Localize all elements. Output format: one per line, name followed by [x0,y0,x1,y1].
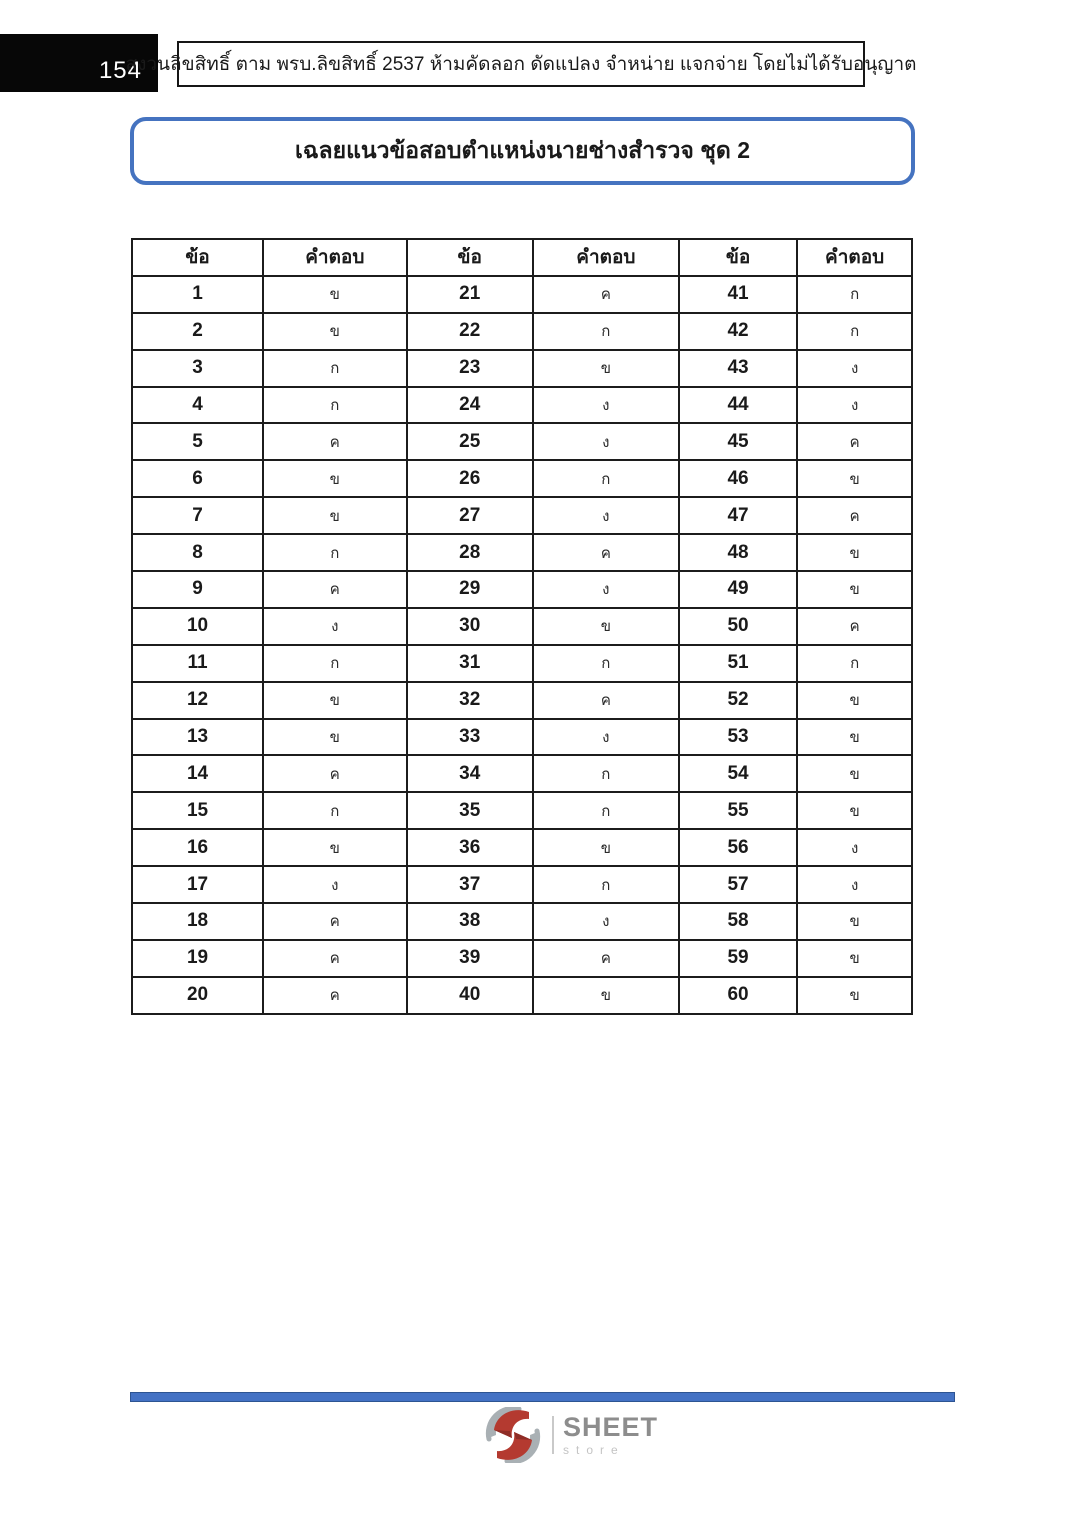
answer-cell: ง [797,387,912,424]
question-number-cell: 54 [679,755,798,792]
question-number-cell: 46 [679,460,798,497]
question-number-cell: 35 [407,792,533,829]
logo-divider [552,1416,554,1454]
answer-cell: ง [797,866,912,903]
column-header-answer: คำตอบ [797,239,912,276]
answer-cell: ง [263,866,407,903]
question-number-cell: 56 [679,829,798,866]
answer-cell: ข [797,719,912,756]
answer-cell: ข [533,829,679,866]
answer-cell: ค [797,608,912,645]
question-number-cell: 51 [679,645,798,682]
question-number-cell: 31 [407,645,533,682]
question-number-cell: 55 [679,792,798,829]
question-number-cell: 49 [679,571,798,608]
footer-divider-rule [130,1392,955,1402]
answer-cell: ก [533,755,679,792]
answer-cell: ก [263,350,407,387]
question-number-cell: 57 [679,866,798,903]
answer-cell: ค [263,977,407,1014]
question-number-cell: 17 [132,866,263,903]
answer-cell: ค [533,276,679,313]
answer-cell: ก [263,792,407,829]
table-row [132,497,912,534]
answer-cell: ก [263,645,407,682]
question-number-cell: 12 [132,682,263,719]
answer-cell: ค [797,423,912,460]
question-number-cell: 14 [132,755,263,792]
question-number-cell: 4 [132,387,263,424]
question-number-cell: 28 [407,534,533,571]
table-header-row [132,239,912,276]
answer-cell: ก [533,460,679,497]
question-number-cell: 16 [132,829,263,866]
answer-cell: ข [797,682,912,719]
question-number-cell: 58 [679,903,798,940]
answer-cell: ง [797,350,912,387]
table-row [132,645,912,682]
table-row [132,866,912,903]
answer-cell: ค [263,571,407,608]
table-row [132,313,912,350]
answer-cell: ง [533,387,679,424]
table-row [132,829,912,866]
question-number-cell: 45 [679,423,798,460]
answer-cell: ก [533,866,679,903]
sheet-store-s-icon [481,1407,545,1463]
answer-cell: ข [797,940,912,977]
page-title: เฉลยแนวข้อสอบตำแหน่งนายช่างสำรวจ ชุด 2 [294,137,751,163]
answer-cell: ข [797,534,912,571]
answer-cell: ข [263,313,407,350]
question-number-cell: 11 [132,645,263,682]
question-number-cell: 10 [132,608,263,645]
answer-cell: ค [533,940,679,977]
answer-cell: ก [533,792,679,829]
question-number-cell: 8 [132,534,263,571]
answer-cell: ข [263,276,407,313]
answer-cell: ข [797,977,912,1014]
answer-cell: ค [263,903,407,940]
question-number-cell: 42 [679,313,798,350]
answer-cell: ข [263,682,407,719]
answer-cell: ค [263,940,407,977]
question-number-cell: 48 [679,534,798,571]
answer-cell: ข [263,829,407,866]
table-row [132,423,912,460]
answer-cell: ค [533,534,679,571]
question-number-cell: 23 [407,350,533,387]
answer-cell: ก [797,645,912,682]
logo-name-text: SHEET [563,1412,659,1442]
column-header-answer: คำตอบ [533,239,679,276]
copyright-notice-box [125,41,917,87]
question-number-cell: 13 [132,719,263,756]
question-number-cell: 50 [679,608,798,645]
question-number-cell: 29 [407,571,533,608]
table-row [132,755,912,792]
column-header-question: ข้อ [679,239,798,276]
question-number-cell: 39 [407,940,533,977]
column-header-question: ข้อ [407,239,533,276]
answer-cell: ก [533,313,679,350]
question-number-cell: 59 [679,940,798,977]
footer-logo [481,1406,658,1464]
table-row [132,903,912,940]
question-number-cell: 30 [407,608,533,645]
answer-cell: ค [533,682,679,719]
answer-cell: ง [533,497,679,534]
question-number-cell: 52 [679,682,798,719]
question-number-cell: 37 [407,866,533,903]
question-number-cell: 19 [132,940,263,977]
table-row [132,977,912,1014]
answer-cell: ข [797,903,912,940]
column-header-question: ข้อ [132,239,263,276]
question-number-cell: 36 [407,829,533,866]
answer-cell: ง [533,719,679,756]
column-header-answer: คำตอบ [263,239,407,276]
question-number-cell: 43 [679,350,798,387]
answer-cell: ข [263,497,407,534]
answer-cell: ง [533,423,679,460]
question-number-cell: 9 [132,571,263,608]
question-number-cell: 6 [132,460,263,497]
answer-cell: ง [797,829,912,866]
question-number-cell: 33 [407,719,533,756]
answer-cell: ง [533,903,679,940]
table-row [132,608,912,645]
question-number-cell: 44 [679,387,798,424]
answer-cell: ข [797,460,912,497]
answer-cell: ข [533,977,679,1014]
question-number-cell: 27 [407,497,533,534]
answer-cell: ก [533,645,679,682]
question-number-cell: 53 [679,719,798,756]
copyright-notice-text: สงวนลิขสิทธิ์ ตาม พรบ.ลิขสิทธิ์ 2537 ห้ามคัดลอก ดัดแปลง จำหน่าย แจกจ่าย โดยไม่ได้รับอนุญาต [125,54,917,75]
table-row [132,276,912,313]
question-number-cell: 47 [679,497,798,534]
question-number-cell: 34 [407,755,533,792]
question-number-cell: 40 [407,977,533,1014]
answer-cell: ก [797,313,912,350]
answer-cell: ข [797,755,912,792]
logo-subtitle-text: store [563,1443,625,1457]
question-number-cell: 15 [132,792,263,829]
answer-cell: ก [263,534,407,571]
answer-cell: ข [263,719,407,756]
answer-table-body [132,276,912,1014]
question-number-cell: 21 [407,276,533,313]
question-number-cell: 18 [132,903,263,940]
answer-cell: ข [533,350,679,387]
answer-cell: ค [263,423,407,460]
answer-cell: ข [797,792,912,829]
question-number-cell: 41 [679,276,798,313]
question-number-cell: 1 [132,276,263,313]
question-number-cell: 3 [132,350,263,387]
answer-cell: ข [263,460,407,497]
answer-cell: ข [533,608,679,645]
answer-cell: ค [263,755,407,792]
table-row [132,460,912,497]
answer-cell: ง [533,571,679,608]
question-number-cell: 60 [679,977,798,1014]
answer-cell: ก [797,276,912,313]
question-number-cell: 7 [132,497,263,534]
page-number: 154 [98,57,142,84]
question-number-cell: 25 [407,423,533,460]
table-row [132,534,912,571]
answer-key-title-box [130,117,915,185]
question-number-cell: 24 [407,387,533,424]
answer-cell: ข [797,571,912,608]
question-number-cell: 32 [407,682,533,719]
answer-cell: ค [797,497,912,534]
table-row [132,940,912,977]
question-number-cell: 22 [407,313,533,350]
table-row [132,571,912,608]
table-row [132,387,912,424]
answer-cell: ก [263,387,407,424]
table-row [132,719,912,756]
question-number-cell: 2 [132,313,263,350]
table-row [132,350,912,387]
answer-key-table [131,238,913,1015]
answer-cell: ง [263,608,407,645]
question-number-cell: 20 [132,977,263,1014]
question-number-cell: 38 [407,903,533,940]
table-row [132,682,912,719]
table-row [132,792,912,829]
question-number-cell: 5 [132,423,263,460]
question-number-cell: 26 [407,460,533,497]
